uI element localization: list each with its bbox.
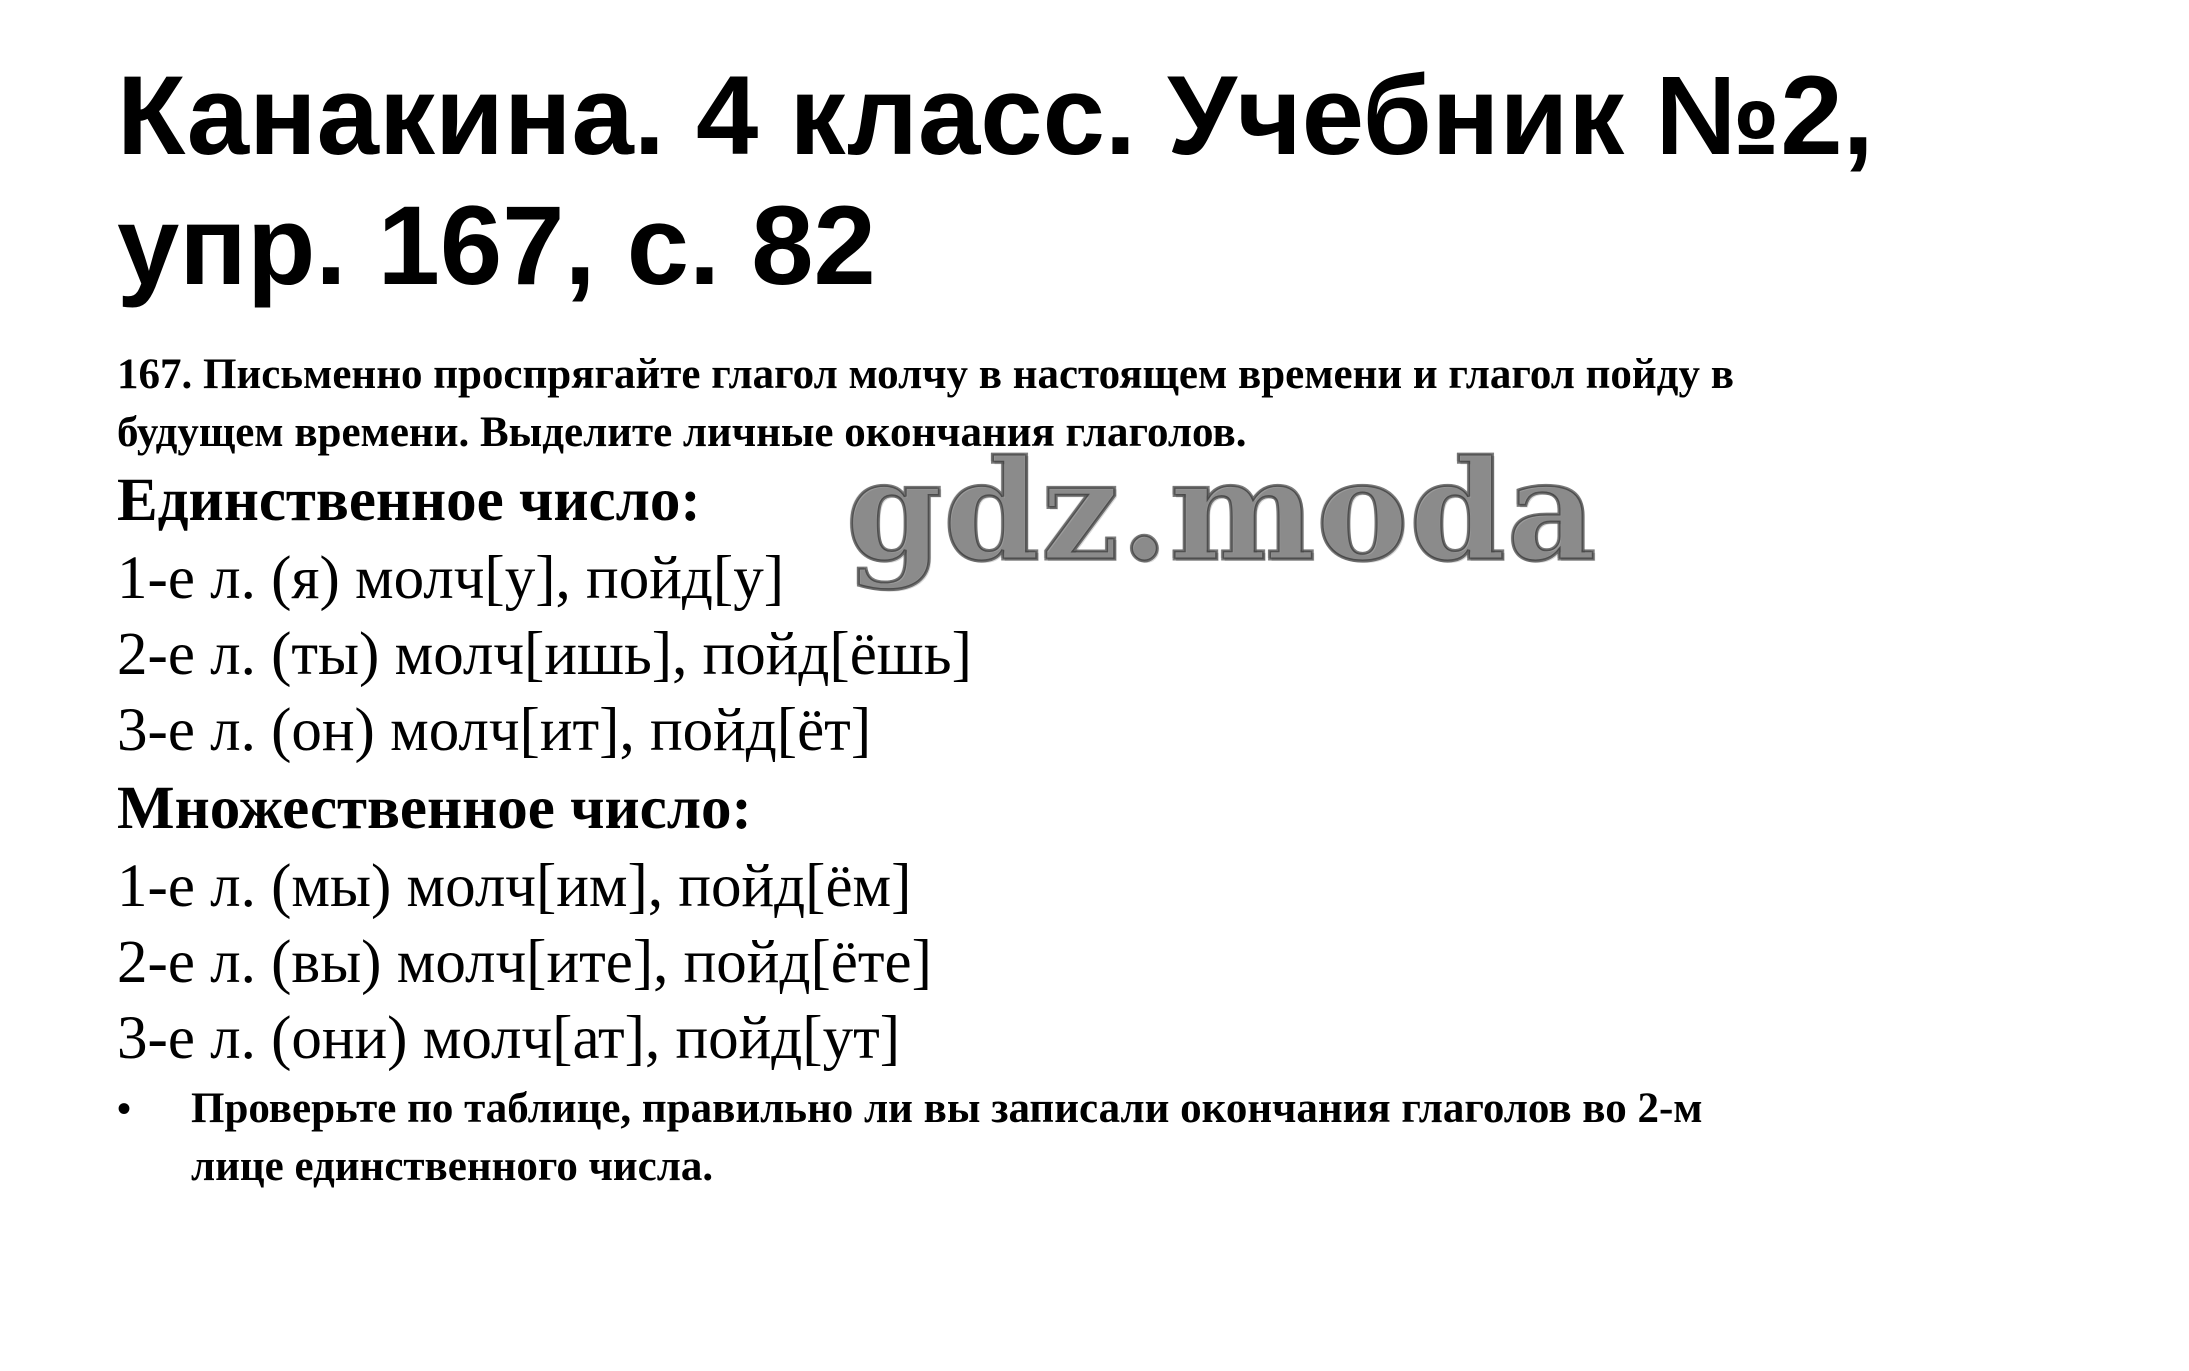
singular-row-2nd-person: 2-е л. (ты) молч[ишь], пойд[ёшь] (117, 621, 972, 688)
plural-row-1st-person: 1-е л. (мы) молч[им], пойд[ём] (117, 853, 912, 920)
check-note-text (191, 1080, 1703, 1196)
plural-row-2nd-person: 2-е л. (вы) молч[ите], пойд[ёте] (117, 929, 932, 996)
exercise-task (117, 346, 2077, 462)
singular-row-1st-person: 1-е л. (я) молч[у], пойд[у] (117, 545, 785, 612)
check-note-line-1: Проверьте по таблице, правильно ли вы записали окончания глаголов во 2-м (191, 1085, 1703, 1132)
check-note-line-2: лице единственного числа. (191, 1143, 714, 1190)
page-title-line-1: Канакина. 4 класс. Учебник №2, (117, 53, 1874, 178)
task-line-2: будущем времени. Выделите личные окончания глаголов. (117, 409, 1247, 456)
task-line-1: 167. Письменно проспрягайте глагол молчу в настоящем времени и глагол пойду в (117, 351, 1734, 398)
singular-row-3rd-person: 3-е л. (он) молч[ит], пойд[ёт] (117, 697, 872, 764)
plural-heading: Множественное число: (117, 775, 752, 842)
singular-heading: Единственное число: (117, 467, 701, 534)
page-title-line-2: упр. 167, с. 82 (117, 183, 876, 308)
bullet-icon: • (117, 1086, 132, 1131)
plural-row-3rd-person: 3-е л. (они) молч[ат], пойд[ут] (117, 1005, 901, 1072)
site-watermark: gdz.moda (846, 429, 1598, 592)
